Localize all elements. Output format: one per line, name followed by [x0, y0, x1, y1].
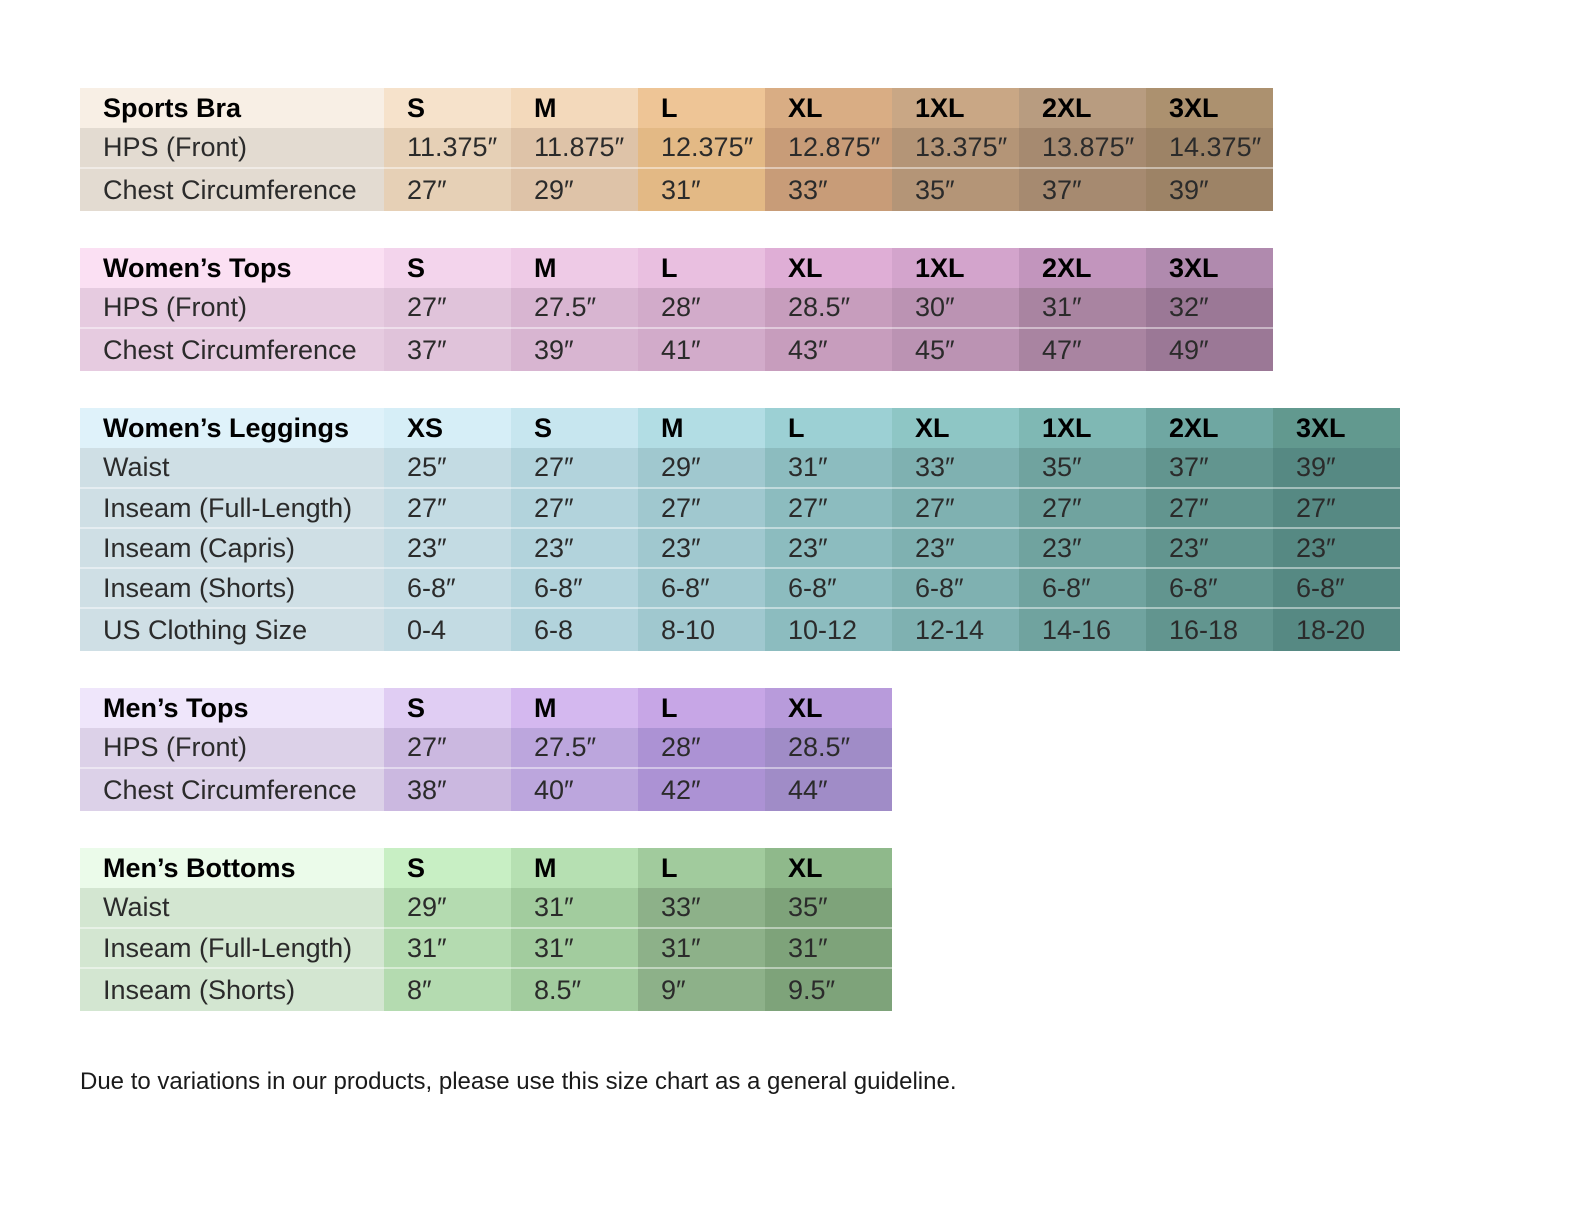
size-header-cell: L — [638, 848, 765, 888]
table-title: Women’s Tops — [80, 248, 384, 288]
size-header-cell: XL — [765, 88, 892, 128]
measurement-cell: 23″ — [1019, 528, 1146, 568]
measurement-cell: 27″ — [892, 488, 1019, 528]
measurement-cell: 18-20 — [1273, 608, 1400, 651]
size-header-cell: S — [384, 88, 511, 128]
table-row — [80, 608, 1400, 651]
measurement-cell: 14-16 — [1019, 608, 1146, 651]
row-label: HPS (Front) — [80, 128, 384, 168]
measurement-cell: 6-8 — [511, 608, 638, 651]
sports-bra-size-table — [80, 88, 1273, 211]
row-label: Waist — [80, 888, 384, 928]
table-title: Men’s Bottoms — [80, 848, 384, 888]
size-header-cell: XL — [765, 848, 892, 888]
measurement-cell: 31″ — [765, 928, 892, 968]
size-header-cell: M — [511, 248, 638, 288]
measurement-cell: 35″ — [765, 888, 892, 928]
measurement-cell: 33″ — [892, 448, 1019, 488]
table-row — [80, 968, 892, 1011]
measurement-cell: 9″ — [638, 968, 765, 1011]
size-header-cell: XS — [384, 408, 511, 448]
measurement-cell: 27″ — [384, 728, 511, 768]
size-header-cell: M — [511, 688, 638, 728]
size-header-cell: S — [384, 688, 511, 728]
measurement-cell: 27.5″ — [511, 288, 638, 328]
measurement-cell: 44″ — [765, 768, 892, 811]
table-row — [80, 448, 1400, 488]
size-header-cell: S — [384, 248, 511, 288]
measurement-cell: 31″ — [1019, 288, 1146, 328]
table-row — [80, 888, 892, 928]
measurement-cell: 16-18 — [1146, 608, 1273, 651]
size-header-cell: 1XL — [892, 88, 1019, 128]
table-row — [80, 168, 1273, 211]
measurement-cell: 37″ — [1146, 448, 1273, 488]
measurement-cell: 27″ — [638, 488, 765, 528]
measurement-cell: 40″ — [511, 768, 638, 811]
measurement-cell: 8″ — [384, 968, 511, 1011]
size-header-cell: 2XL — [1146, 408, 1273, 448]
measurement-cell: 27″ — [765, 488, 892, 528]
measurement-cell: 27″ — [384, 168, 511, 211]
measurement-cell: 39″ — [1273, 448, 1400, 488]
measurement-cell: 28″ — [638, 288, 765, 328]
table-title: Sports Bra — [80, 88, 384, 128]
measurement-cell: 23″ — [1146, 528, 1273, 568]
measurement-cell: 43″ — [765, 328, 892, 371]
table-row — [80, 928, 892, 968]
measurement-cell: 23″ — [384, 528, 511, 568]
measurement-cell: 32″ — [1146, 288, 1273, 328]
measurement-cell: 11.375″ — [384, 128, 511, 168]
measurement-cell: 31″ — [511, 928, 638, 968]
size-header-cell: L — [638, 688, 765, 728]
measurement-cell: 12.375″ — [638, 128, 765, 168]
size-header-cell: 1XL — [892, 248, 1019, 288]
size-header-cell: 3XL — [1146, 248, 1273, 288]
size-header-cell: S — [511, 408, 638, 448]
measurement-cell: 27″ — [1273, 488, 1400, 528]
table-header-row — [80, 248, 1273, 288]
row-label: Inseam (Full-Length) — [80, 928, 384, 968]
size-header-cell: XL — [765, 688, 892, 728]
measurement-cell: 13.875″ — [1019, 128, 1146, 168]
table-row — [80, 528, 1400, 568]
table-row — [80, 488, 1400, 528]
measurement-cell: 35″ — [1019, 448, 1146, 488]
measurement-cell: 28.5″ — [765, 288, 892, 328]
footnote-disclaimer: Due to variations in our products, please use this size chart as a general guideline. — [80, 1068, 957, 1095]
measurement-cell: 11.875″ — [511, 128, 638, 168]
size-header-cell: XL — [892, 408, 1019, 448]
size-header-cell: XL — [765, 248, 892, 288]
measurement-cell: 33″ — [638, 888, 765, 928]
row-label: US Clothing Size — [80, 608, 384, 651]
size-header-cell: 1XL — [1019, 408, 1146, 448]
measurement-cell: 12-14 — [892, 608, 1019, 651]
row-label: Inseam (Capris) — [80, 528, 384, 568]
measurement-cell: 23″ — [1273, 528, 1400, 568]
row-label: Inseam (Shorts) — [80, 568, 384, 608]
measurement-cell: 29″ — [384, 888, 511, 928]
measurement-cell: 31″ — [638, 928, 765, 968]
table-row — [80, 568, 1400, 608]
measurement-cell: 27″ — [1146, 488, 1273, 528]
measurement-cell: 41″ — [638, 328, 765, 371]
measurement-cell: 42″ — [638, 768, 765, 811]
measurement-cell: 6-8″ — [765, 568, 892, 608]
measurement-cell: 33″ — [765, 168, 892, 211]
measurement-cell: 29″ — [511, 168, 638, 211]
table-title: Women’s Leggings — [80, 408, 384, 448]
measurement-cell: 39″ — [1146, 168, 1273, 211]
size-header-cell: 3XL — [1146, 88, 1273, 128]
measurement-cell: 25″ — [384, 448, 511, 488]
measurement-cell: 8.5″ — [511, 968, 638, 1011]
womens-tops-size-table — [80, 248, 1273, 371]
measurement-cell: 6-8″ — [1019, 568, 1146, 608]
measurement-cell: 10-12 — [765, 608, 892, 651]
measurement-cell: 39″ — [511, 328, 638, 371]
measurement-cell: 6-8″ — [638, 568, 765, 608]
size-header-cell: S — [384, 848, 511, 888]
measurement-cell: 27.5″ — [511, 728, 638, 768]
measurement-cell: 28″ — [638, 728, 765, 768]
table-header-row — [80, 88, 1273, 128]
measurement-cell: 6-8″ — [511, 568, 638, 608]
measurement-cell: 29″ — [638, 448, 765, 488]
table-header-row — [80, 408, 1400, 448]
measurement-cell: 27″ — [511, 448, 638, 488]
measurement-cell: 47″ — [1019, 328, 1146, 371]
measurement-cell: 23″ — [511, 528, 638, 568]
measurement-cell: 31″ — [511, 888, 638, 928]
measurement-cell: 35″ — [892, 168, 1019, 211]
measurement-cell: 45″ — [892, 328, 1019, 371]
measurement-cell: 30″ — [892, 288, 1019, 328]
table-header-row — [80, 688, 892, 728]
table-row — [80, 288, 1273, 328]
table-row — [80, 128, 1273, 168]
measurement-cell: 27″ — [1019, 488, 1146, 528]
size-header-cell: L — [638, 88, 765, 128]
size-header-cell: 2XL — [1019, 248, 1146, 288]
size-header-cell: M — [638, 408, 765, 448]
table-title: Men’s Tops — [80, 688, 384, 728]
row-label: Chest Circumference — [80, 328, 384, 371]
row-label: HPS (Front) — [80, 288, 384, 328]
measurement-cell: 6-8″ — [1273, 568, 1400, 608]
row-label: Chest Circumference — [80, 168, 384, 211]
measurement-cell: 6-8″ — [384, 568, 511, 608]
measurement-cell: 9.5″ — [765, 968, 892, 1011]
measurement-cell: 6-8″ — [892, 568, 1019, 608]
womens-leggings-size-table — [80, 408, 1400, 651]
measurement-cell: 8-10 — [638, 608, 765, 651]
measurement-cell: 37″ — [1019, 168, 1146, 211]
measurement-cell: 28.5″ — [765, 728, 892, 768]
measurement-cell: 23″ — [765, 528, 892, 568]
row-label: Waist — [80, 448, 384, 488]
measurement-cell: 14.375″ — [1146, 128, 1273, 168]
row-label: Inseam (Full-Length) — [80, 488, 384, 528]
mens-tops-size-table — [80, 688, 892, 811]
table-row — [80, 728, 892, 768]
measurement-cell: 37″ — [384, 328, 511, 371]
measurement-cell: 49″ — [1146, 328, 1273, 371]
row-label: Inseam (Shorts) — [80, 968, 384, 1011]
table-header-row — [80, 848, 892, 888]
row-label: Chest Circumference — [80, 768, 384, 811]
measurement-cell: 31″ — [765, 448, 892, 488]
measurement-cell: 38″ — [384, 768, 511, 811]
table-row — [80, 768, 892, 811]
measurement-cell: 31″ — [638, 168, 765, 211]
size-header-cell: L — [765, 408, 892, 448]
measurement-cell: 23″ — [638, 528, 765, 568]
measurement-cell: 13.375″ — [892, 128, 1019, 168]
table-row — [80, 328, 1273, 371]
measurement-cell: 27″ — [511, 488, 638, 528]
measurement-cell: 23″ — [892, 528, 1019, 568]
size-header-cell: M — [511, 88, 638, 128]
mens-bottoms-size-table — [80, 848, 892, 1011]
size-header-cell: 2XL — [1019, 88, 1146, 128]
measurement-cell: 0-4 — [384, 608, 511, 651]
size-header-cell: 3XL — [1273, 408, 1400, 448]
measurement-cell: 27″ — [384, 288, 511, 328]
measurement-cell: 6-8″ — [1146, 568, 1273, 608]
row-label: HPS (Front) — [80, 728, 384, 768]
size-header-cell: L — [638, 248, 765, 288]
measurement-cell: 27″ — [384, 488, 511, 528]
measurement-cell: 31″ — [384, 928, 511, 968]
measurement-cell: 12.875″ — [765, 128, 892, 168]
size-header-cell: M — [511, 848, 638, 888]
